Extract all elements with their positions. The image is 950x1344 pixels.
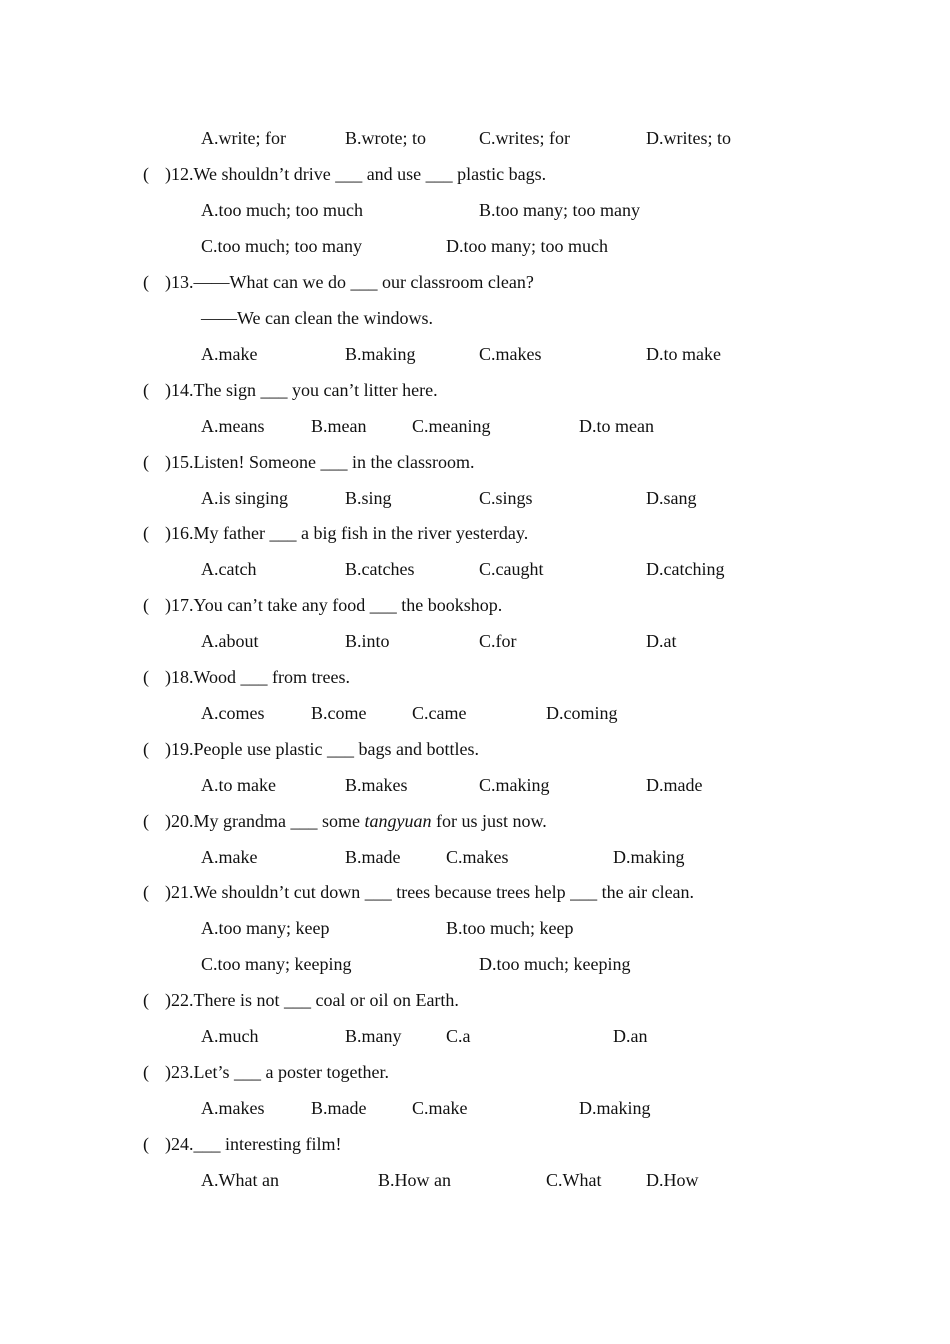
q18-option-b: B.come bbox=[311, 703, 367, 723]
q23-option-d: D.making bbox=[579, 1098, 651, 1118]
answer-paren: ( bbox=[143, 882, 149, 902]
q20-stem bbox=[165, 810, 547, 832]
q11-option-c: C.writes; for bbox=[479, 128, 570, 148]
q11-option-b: B.wrote; to bbox=[345, 128, 426, 148]
q21-option-a: A.too many; keep bbox=[201, 918, 330, 938]
q14-option-a: A.means bbox=[201, 416, 265, 436]
q14-option-d: D.to mean bbox=[579, 416, 654, 436]
q24-stem: )24.___ interesting film! bbox=[165, 1134, 342, 1154]
q19-option-d: D.made bbox=[646, 775, 703, 795]
q13-option-c: C.makes bbox=[479, 344, 542, 364]
answer-paren: ( bbox=[143, 595, 149, 615]
q13-option-b: B.making bbox=[345, 344, 416, 364]
q15-stem: )15.Listen! Someone ___ in the classroom. bbox=[165, 452, 475, 472]
q16-option-d: D.catching bbox=[646, 559, 725, 579]
q17-option-d: D.at bbox=[646, 631, 677, 651]
q20-stem-before: )20.My grandma ___ some bbox=[165, 811, 365, 831]
q17-option-c: C.for bbox=[479, 631, 517, 651]
q23-option-c: C.make bbox=[412, 1098, 468, 1118]
answer-paren: ( bbox=[143, 739, 149, 759]
q12-stem: )12.We shouldn’t drive ___ and use ___ plastic bags. bbox=[165, 164, 547, 184]
q18-stem: )18.Wood ___ from trees. bbox=[165, 667, 351, 687]
q13-option-d: D.to make bbox=[646, 344, 721, 364]
q11-option-a: A.write; for bbox=[201, 128, 286, 148]
q22-stem: )22.There is not ___ coal or oil on Earth. bbox=[165, 990, 459, 1010]
q11-option-d: D.writes; to bbox=[646, 128, 731, 148]
q23-option-b: B.made bbox=[311, 1098, 367, 1118]
q15-option-b: B.sing bbox=[345, 488, 392, 508]
q15-option-a: A.is singing bbox=[201, 488, 289, 508]
q14-option-c: C.meaning bbox=[412, 416, 491, 436]
q19-stem: )19.People use plastic ___ bags and bottles. bbox=[165, 739, 479, 759]
q19-option-a: A.to make bbox=[201, 775, 276, 795]
q13-option-a: A.make bbox=[201, 344, 258, 364]
answer-paren: ( bbox=[143, 164, 149, 184]
answer-paren: ( bbox=[143, 667, 149, 687]
q21-option-b: B.too much; keep bbox=[446, 918, 574, 938]
answer-paren: ( bbox=[143, 1134, 149, 1154]
q21-option-c: C.too many; keeping bbox=[201, 954, 352, 974]
answer-paren: ( bbox=[143, 452, 149, 472]
q12-option-c: C.too much; too many bbox=[201, 236, 362, 256]
q14-stem: )14.The sign ___ you can’t litter here. bbox=[165, 380, 438, 400]
q20-option-c: C.makes bbox=[446, 847, 509, 867]
q14-option-b: B.mean bbox=[311, 416, 367, 436]
q22-option-d: D.an bbox=[613, 1026, 648, 1046]
answer-paren: ( bbox=[143, 1062, 149, 1082]
q19-option-c: C.making bbox=[479, 775, 550, 795]
q17-option-a: A.about bbox=[201, 631, 259, 651]
q20-option-b: B.made bbox=[345, 847, 401, 867]
q21-stem: )21.We shouldn’t cut down ___ trees because trees help ___ the air clean. bbox=[165, 882, 695, 902]
q22-option-a: A.much bbox=[201, 1026, 259, 1046]
q22-option-b: B.many bbox=[345, 1026, 402, 1046]
q15-option-c: C.sings bbox=[479, 488, 533, 508]
q12-option-d: D.too many; too much bbox=[446, 236, 608, 256]
q13-answer-line: ——We can clean the windows. bbox=[201, 308, 433, 328]
q18-option-a: A.comes bbox=[201, 703, 265, 723]
q17-stem: )17.You can’t take any food ___ the bookshop. bbox=[165, 595, 503, 615]
q16-option-b: B.catches bbox=[345, 559, 415, 579]
q12-option-a: A.too much; too much bbox=[201, 200, 363, 220]
q13-stem: )13.——What can we do ___ our classroom clean? bbox=[165, 272, 534, 292]
q22-option-c: C.a bbox=[446, 1026, 471, 1046]
q23-option-a: A.makes bbox=[201, 1098, 265, 1118]
q21-option-d: D.too much; keeping bbox=[479, 954, 631, 974]
q18-option-c: C.came bbox=[412, 703, 467, 723]
q16-option-a: A.catch bbox=[201, 559, 257, 579]
q15-option-d: D.sang bbox=[646, 488, 697, 508]
q18-option-d: D.coming bbox=[546, 703, 618, 723]
q24-option-d: D.How bbox=[646, 1170, 699, 1190]
q20-stem-after: for us just now. bbox=[431, 811, 547, 831]
q24-option-a: A.What an bbox=[201, 1170, 279, 1190]
answer-paren: ( bbox=[143, 272, 149, 292]
answer-paren: ( bbox=[143, 811, 149, 831]
answer-paren: ( bbox=[143, 380, 149, 400]
q16-option-c: C.caught bbox=[479, 559, 544, 579]
q23-stem: )23.Let’s ___ a poster together. bbox=[165, 1062, 389, 1082]
q24-option-c: C.What bbox=[546, 1170, 602, 1190]
q20-option-a: A.make bbox=[201, 847, 258, 867]
answer-paren: ( bbox=[143, 990, 149, 1010]
q20-stem-italic: tangyuan bbox=[364, 811, 432, 831]
q17-option-b: B.into bbox=[345, 631, 390, 651]
q12-option-b: B.too many; too many bbox=[479, 200, 640, 220]
q24-option-b: B.How an bbox=[378, 1170, 451, 1190]
q16-stem: )16.My father ___ a big fish in the river yesterday. bbox=[165, 523, 529, 543]
q19-option-b: B.makes bbox=[345, 775, 408, 795]
q20-option-d: D.making bbox=[613, 847, 685, 867]
answer-paren: ( bbox=[143, 523, 149, 543]
